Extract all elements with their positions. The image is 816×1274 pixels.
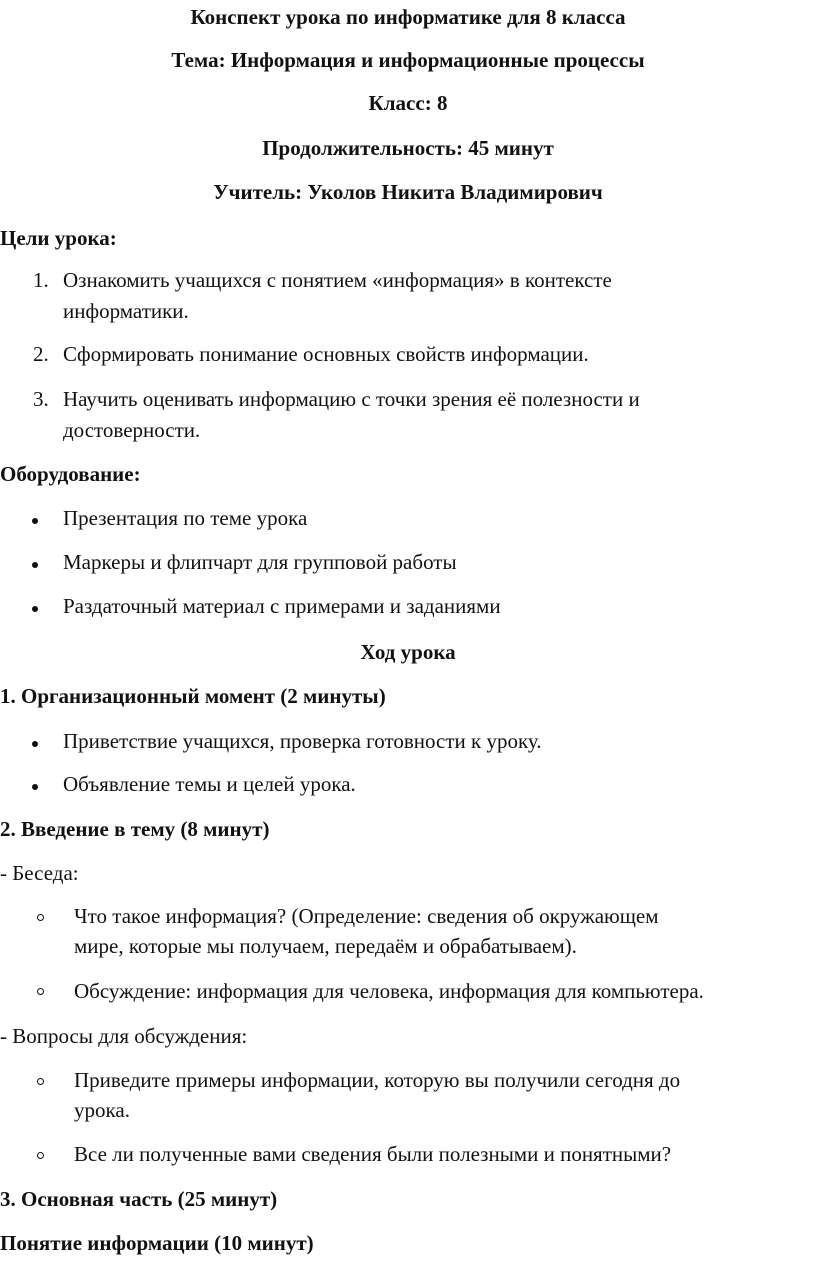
goal-number: 2. (33, 342, 49, 366)
goal-number: 1. (33, 268, 49, 292)
conversation-item-text-continued: мире, которые мы получаем, передаём и обрабатываем). (74, 934, 577, 958)
goal-number: 3. (33, 387, 49, 411)
bullet-icon (32, 741, 38, 747)
circle-bullet-icon (37, 1078, 44, 1085)
equipment-heading: Оборудование: (0, 462, 141, 486)
conversation-item-text: Что такое информация? (Определение: сведения об окружающем (74, 904, 659, 928)
section3-heading: 3. Основная часть (25 минут) (0, 1187, 278, 1211)
section1-heading: 1. Организационный момент (2 минуты) (0, 684, 386, 708)
lesson-teacher: Учитель: Уколов Никита Владимирович (213, 180, 603, 204)
circle-bullet-icon (37, 988, 44, 995)
goal-text-continued: информатики. (63, 299, 189, 323)
goal-text: Научить оценивать информацию с точки зрения её полезности и (63, 387, 640, 411)
bullet-icon (32, 784, 38, 790)
conversation-item-text: Обсуждение: информация для человека, информация для компьютера. (74, 979, 704, 1003)
equipment-item-text: Презентация по теме урока (63, 506, 308, 530)
question-item-text: Приведите примеры информации, которую вы получили сегодня до (74, 1068, 681, 1092)
goals-heading: Цели урока: (0, 226, 117, 250)
section3-subheading: Понятие информации (10 минут) (0, 1231, 314, 1255)
bullet-icon (32, 518, 38, 524)
lesson-topic: Тема: Информация и информационные процессы (171, 48, 645, 72)
lesson-grade: Класс: 8 (368, 91, 448, 115)
lesson-duration: Продолжительность: 45 минут (262, 136, 554, 160)
goal-text: Ознакомить учащихся с понятием «информация» в контексте (63, 268, 612, 292)
section1-item-text: Приветствие учащихся, проверка готовности к уроку. (63, 729, 542, 753)
bullet-icon (32, 606, 38, 612)
lesson-progress-heading: Ход урока (360, 640, 456, 664)
goal-text-continued: достоверности. (63, 418, 201, 442)
equipment-item-text: Раздаточный материал с примерами и заданиями (63, 594, 501, 618)
question-item-text-continued: урока. (74, 1098, 130, 1122)
goal-text: Сформировать понимание основных свойств информации. (63, 342, 589, 366)
question-item-text: Все ли полученные вами сведения были полезными и понятными? (74, 1142, 672, 1166)
circle-bullet-icon (37, 1152, 44, 1159)
equipment-item-text: Маркеры и флипчарт для групповой работы (63, 550, 457, 574)
section1-item-text: Объявление темы и целей урока. (63, 772, 356, 796)
document-title: Конспект урока по информатике для 8 класса (190, 5, 626, 29)
circle-bullet-icon (37, 914, 44, 921)
bullet-icon (32, 562, 38, 568)
section2-heading: 2. Введение в тему (8 минут) (0, 817, 270, 841)
questions-label: - Вопросы для обсуждения: (0, 1024, 248, 1048)
conversation-label: - Беседа: (0, 861, 79, 885)
